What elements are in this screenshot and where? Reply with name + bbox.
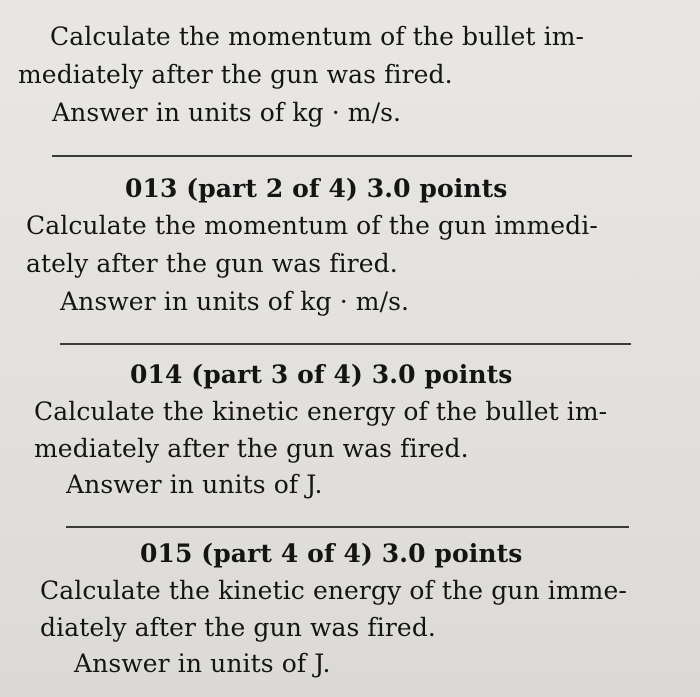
intro-text-line-1: Calculate the momentum of the bullet im- [50, 22, 585, 51]
intro-text-line-2: mediately after the gun was fired. [18, 60, 453, 89]
question-013-text-line-1: Calculate the momentum of the gun immedi- [26, 211, 598, 240]
question-013-text-line-2: ately after the gun was fired. [26, 249, 398, 278]
question-014-text-line-1: Calculate the kinetic energy of the bullet im- [34, 397, 608, 426]
question-014-heading: 014 (part 3 of 4) 3.0 points [130, 360, 513, 389]
question-015-answer-units: Answer in units of J. [74, 649, 331, 678]
answer-divider-2 [60, 343, 631, 345]
question-013-heading: 013 (part 2 of 4) 3.0 points [125, 174, 508, 203]
question-015-heading: 015 (part 4 of 4) 3.0 points [140, 539, 523, 568]
question-014-answer-units: Answer in units of J. [66, 470, 323, 499]
question-015-text-line-1: Calculate the kinetic energy of the gun imme- [40, 576, 627, 605]
question-014-text-line-2: mediately after the gun was fired. [34, 434, 469, 463]
answer-divider-3 [66, 526, 629, 528]
answer-divider-1 [52, 155, 632, 157]
question-013-answer-units: Answer in units of kg · m/s. [60, 287, 410, 316]
question-015-text-line-2: diately after the gun was fired. [40, 613, 436, 642]
intro-answer-units: Answer in units of kg · m/s. [52, 98, 402, 127]
